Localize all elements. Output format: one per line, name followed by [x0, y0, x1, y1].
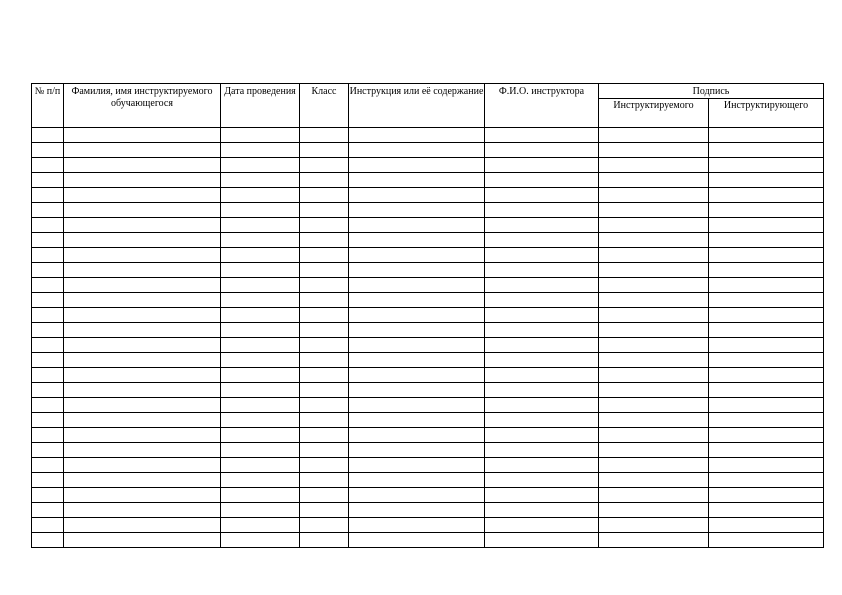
cell-number: [32, 233, 64, 248]
cell-instruction: [349, 383, 485, 398]
table-row: [32, 218, 824, 233]
table-row: [32, 368, 824, 383]
table-row: [32, 143, 824, 158]
table-row: [32, 473, 824, 488]
cell-date: [221, 128, 300, 143]
cell-signature-instructing: [709, 368, 824, 383]
cell-date: [221, 203, 300, 218]
cell-signature-instructing: [709, 398, 824, 413]
cell-student-name: [64, 128, 221, 143]
cell-signature-instructing: [709, 173, 824, 188]
cell-number: [32, 398, 64, 413]
cell-signature-instructing: [709, 533, 824, 548]
cell-instructor: [485, 383, 599, 398]
cell-date: [221, 218, 300, 233]
cell-instruction: [349, 203, 485, 218]
cell-class: [300, 443, 349, 458]
cell-student-name: [64, 338, 221, 353]
instruction-journal-table: [31, 83, 824, 548]
cell-signature-instructing: [709, 278, 824, 293]
cell-instructor: [485, 458, 599, 473]
column-header-student-name: Фамилия, имя инструктируемого обучающегося: [64, 84, 221, 128]
cell-signature-instructing: [709, 443, 824, 458]
cell-student-name: [64, 353, 221, 368]
cell-signature-instructed: [599, 188, 709, 203]
cell-signature-instructing: [709, 503, 824, 518]
cell-instruction: [349, 308, 485, 323]
cell-class: [300, 188, 349, 203]
cell-instructor: [485, 473, 599, 488]
cell-date: [221, 338, 300, 353]
cell-number: [32, 218, 64, 233]
cell-signature-instructing: [709, 308, 824, 323]
cell-signature-instructed: [599, 458, 709, 473]
cell-instruction: [349, 248, 485, 263]
cell-number: [32, 263, 64, 278]
cell-signature-instructing: [709, 248, 824, 263]
cell-signature-instructed: [599, 173, 709, 188]
cell-student-name: [64, 158, 221, 173]
cell-student-name: [64, 218, 221, 233]
cell-number: [32, 533, 64, 548]
cell-instructor: [485, 503, 599, 518]
cell-number: [32, 488, 64, 503]
cell-student-name: [64, 293, 221, 308]
cell-instructor: [485, 488, 599, 503]
cell-signature-instructed: [599, 353, 709, 368]
cell-number: [32, 323, 64, 338]
table-row: [32, 248, 824, 263]
table-row: [32, 263, 824, 278]
cell-signature-instructing: [709, 338, 824, 353]
table-row: [32, 158, 824, 173]
cell-signature-instructed: [599, 488, 709, 503]
column-header-date: Дата проведения: [221, 84, 300, 128]
cell-date: [221, 398, 300, 413]
cell-number: [32, 503, 64, 518]
column-header-instructor: Ф.И.О. инструктора: [485, 84, 599, 128]
table-row: [32, 458, 824, 473]
cell-student-name: [64, 428, 221, 443]
cell-number: [32, 383, 64, 398]
cell-signature-instructed: [599, 533, 709, 548]
cell-student-name: [64, 188, 221, 203]
cell-student-name: [64, 278, 221, 293]
cell-student-name: [64, 203, 221, 218]
cell-signature-instructed: [599, 443, 709, 458]
cell-instruction: [349, 323, 485, 338]
cell-date: [221, 248, 300, 263]
cell-signature-instructed: [599, 383, 709, 398]
cell-date: [221, 293, 300, 308]
cell-date: [221, 263, 300, 278]
cell-signature-instructed: [599, 503, 709, 518]
cell-number: [32, 128, 64, 143]
cell-instructor: [485, 128, 599, 143]
cell-number: [32, 428, 64, 443]
column-header-instruction: Инструкция или её содержание: [349, 84, 485, 128]
cell-signature-instructed: [599, 233, 709, 248]
table-row: [32, 338, 824, 353]
cell-number: [32, 278, 64, 293]
cell-instructor: [485, 443, 599, 458]
cell-instructor: [485, 413, 599, 428]
cell-student-name: [64, 488, 221, 503]
cell-signature-instructing: [709, 458, 824, 473]
cell-instruction: [349, 458, 485, 473]
cell-class: [300, 218, 349, 233]
cell-signature-instructed: [599, 203, 709, 218]
cell-instruction: [349, 218, 485, 233]
cell-signature-instructing: [709, 188, 824, 203]
cell-signature-instructing: [709, 428, 824, 443]
cell-signature-instructing: [709, 158, 824, 173]
cell-instructor: [485, 338, 599, 353]
cell-date: [221, 173, 300, 188]
cell-student-name: [64, 443, 221, 458]
cell-signature-instructed: [599, 308, 709, 323]
cell-number: [32, 293, 64, 308]
cell-student-name: [64, 518, 221, 533]
cell-signature-instructing: [709, 203, 824, 218]
cell-number: [32, 458, 64, 473]
cell-instruction: [349, 368, 485, 383]
cell-student-name: [64, 308, 221, 323]
cell-number: [32, 158, 64, 173]
cell-date: [221, 368, 300, 383]
cell-instruction: [349, 143, 485, 158]
cell-signature-instructed: [599, 398, 709, 413]
cell-number: [32, 473, 64, 488]
cell-signature-instructed: [599, 278, 709, 293]
cell-date: [221, 428, 300, 443]
cell-number: [32, 413, 64, 428]
cell-signature-instructed: [599, 323, 709, 338]
cell-class: [300, 128, 349, 143]
cell-date: [221, 518, 300, 533]
cell-student-name: [64, 458, 221, 473]
cell-instructor: [485, 323, 599, 338]
cell-signature-instructed: [599, 158, 709, 173]
cell-class: [300, 248, 349, 263]
cell-signature-instructed: [599, 518, 709, 533]
cell-class: [300, 308, 349, 323]
cell-signature-instructed: [599, 428, 709, 443]
cell-instruction: [349, 533, 485, 548]
cell-student-name: [64, 383, 221, 398]
cell-instructor: [485, 368, 599, 383]
cell-date: [221, 503, 300, 518]
cell-class: [300, 488, 349, 503]
cell-signature-instructed: [599, 128, 709, 143]
cell-instructor: [485, 188, 599, 203]
cell-instruction: [349, 503, 485, 518]
table-row: [32, 398, 824, 413]
cell-number: [32, 338, 64, 353]
cell-instructor: [485, 533, 599, 548]
cell-student-name: [64, 398, 221, 413]
table-row: [32, 308, 824, 323]
cell-signature-instructed: [599, 263, 709, 278]
cell-class: [300, 413, 349, 428]
cell-student-name: [64, 533, 221, 548]
cell-signature-instructing: [709, 323, 824, 338]
cell-number: [32, 203, 64, 218]
cell-class: [300, 203, 349, 218]
cell-date: [221, 278, 300, 293]
cell-student-name: [64, 248, 221, 263]
cell-instruction: [349, 158, 485, 173]
cell-number: [32, 443, 64, 458]
cell-date: [221, 353, 300, 368]
cell-instruction: [349, 443, 485, 458]
table-row: [32, 278, 824, 293]
cell-class: [300, 158, 349, 173]
cell-student-name: [64, 233, 221, 248]
table-row: [32, 413, 824, 428]
cell-signature-instructing: [709, 518, 824, 533]
cell-date: [221, 308, 300, 323]
cell-student-name: [64, 503, 221, 518]
cell-date: [221, 158, 300, 173]
cell-class: [300, 428, 349, 443]
cell-instructor: [485, 218, 599, 233]
table-row: [32, 293, 824, 308]
cell-instruction: [349, 173, 485, 188]
cell-class: [300, 503, 349, 518]
cell-class: [300, 323, 349, 338]
cell-class: [300, 353, 349, 368]
cell-date: [221, 458, 300, 473]
table-row: [32, 173, 824, 188]
cell-signature-instructed: [599, 248, 709, 263]
cell-instructor: [485, 353, 599, 368]
column-header-signature: Подпись: [599, 84, 824, 99]
cell-class: [300, 473, 349, 488]
cell-date: [221, 533, 300, 548]
cell-signature-instructed: [599, 368, 709, 383]
cell-signature-instructing: [709, 143, 824, 158]
cell-number: [32, 173, 64, 188]
cell-class: [300, 368, 349, 383]
cell-class: [300, 533, 349, 548]
cell-class: [300, 398, 349, 413]
cell-instruction: [349, 518, 485, 533]
table-row: [32, 428, 824, 443]
cell-class: [300, 143, 349, 158]
cell-signature-instructing: [709, 218, 824, 233]
cell-class: [300, 233, 349, 248]
cell-instructor: [485, 428, 599, 443]
cell-signature-instructing: [709, 383, 824, 398]
cell-date: [221, 233, 300, 248]
cell-signature-instructed: [599, 293, 709, 308]
cell-instructor: [485, 143, 599, 158]
cell-number: [32, 248, 64, 263]
cell-class: [300, 173, 349, 188]
cell-signature-instructed: [599, 143, 709, 158]
cell-number: [32, 353, 64, 368]
table-row: [32, 488, 824, 503]
cell-instruction: [349, 188, 485, 203]
cell-signature-instructing: [709, 263, 824, 278]
table-row: [32, 233, 824, 248]
cell-date: [221, 413, 300, 428]
cell-class: [300, 518, 349, 533]
cell-signature-instructing: [709, 413, 824, 428]
table-row: [32, 188, 824, 203]
cell-number: [32, 518, 64, 533]
column-header-number: № п/п: [32, 84, 64, 128]
cell-class: [300, 263, 349, 278]
cell-instructor: [485, 263, 599, 278]
cell-instruction: [349, 473, 485, 488]
cell-date: [221, 383, 300, 398]
cell-date: [221, 188, 300, 203]
cell-class: [300, 458, 349, 473]
column-header-class: Класс: [300, 84, 349, 128]
cell-student-name: [64, 323, 221, 338]
cell-instructor: [485, 158, 599, 173]
cell-instructor: [485, 398, 599, 413]
cell-signature-instructing: [709, 128, 824, 143]
cell-instructor: [485, 173, 599, 188]
table-body: [32, 128, 824, 548]
table-row: [32, 128, 824, 143]
cell-number: [32, 368, 64, 383]
cell-instructor: [485, 248, 599, 263]
cell-instruction: [349, 428, 485, 443]
cell-student-name: [64, 143, 221, 158]
cell-instruction: [349, 338, 485, 353]
cell-signature-instructed: [599, 473, 709, 488]
cell-signature-instructing: [709, 233, 824, 248]
cell-date: [221, 473, 300, 488]
cell-class: [300, 338, 349, 353]
cell-date: [221, 488, 300, 503]
cell-signature-instructed: [599, 413, 709, 428]
cell-instruction: [349, 263, 485, 278]
cell-number: [32, 308, 64, 323]
cell-signature-instructing: [709, 488, 824, 503]
cell-signature-instructing: [709, 293, 824, 308]
cell-instructor: [485, 308, 599, 323]
column-header-signature-instructed: Инструктируемого: [599, 99, 709, 128]
column-header-signature-instructing: Инструктирующего: [709, 99, 824, 128]
header-row-main: [32, 84, 824, 99]
table-row: [32, 503, 824, 518]
table-row: [32, 443, 824, 458]
cell-class: [300, 383, 349, 398]
cell-signature-instructing: [709, 473, 824, 488]
cell-instruction: [349, 413, 485, 428]
table-row: [32, 203, 824, 218]
cell-student-name: [64, 173, 221, 188]
table-row: [32, 323, 824, 338]
cell-instructor: [485, 293, 599, 308]
cell-date: [221, 143, 300, 158]
cell-class: [300, 293, 349, 308]
cell-student-name: [64, 263, 221, 278]
cell-instruction: [349, 293, 485, 308]
cell-instruction: [349, 233, 485, 248]
cell-instruction: [349, 278, 485, 293]
cell-student-name: [64, 413, 221, 428]
cell-number: [32, 188, 64, 203]
cell-student-name: [64, 473, 221, 488]
cell-instruction: [349, 398, 485, 413]
cell-date: [221, 443, 300, 458]
cell-instruction: [349, 488, 485, 503]
cell-student-name: [64, 368, 221, 383]
cell-number: [32, 143, 64, 158]
cell-instructor: [485, 518, 599, 533]
cell-class: [300, 278, 349, 293]
cell-signature-instructed: [599, 218, 709, 233]
table-row: [32, 383, 824, 398]
cell-instruction: [349, 353, 485, 368]
cell-instruction: [349, 128, 485, 143]
table-row: [32, 533, 824, 548]
cell-signature-instructing: [709, 353, 824, 368]
cell-signature-instructed: [599, 338, 709, 353]
table-row: [32, 518, 824, 533]
table-row: [32, 353, 824, 368]
cell-instructor: [485, 203, 599, 218]
cell-instructor: [485, 233, 599, 248]
cell-instructor: [485, 278, 599, 293]
cell-date: [221, 323, 300, 338]
